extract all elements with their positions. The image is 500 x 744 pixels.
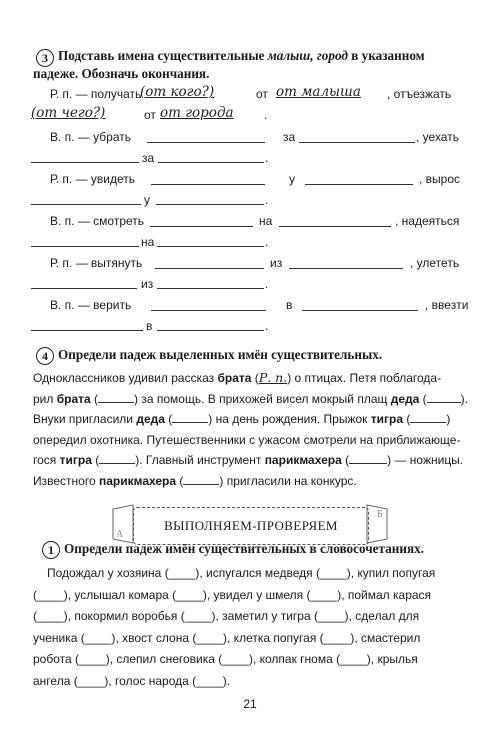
text-line: опередил охотника. Путешественники с ужасом смотрели на приближающе- — [33, 432, 461, 447]
answer-blank[interactable] — [31, 276, 137, 289]
text-line: ангела (____), голос народа (____). — [33, 673, 231, 688]
row-label: Р. п. — вытянуть — [50, 256, 143, 270]
handwritten-answer: от малыша — [276, 84, 361, 100]
handwritten-answer: Р. п. — [258, 370, 288, 385]
task-1-title: Определи падеж имён существительных в словосочетаниях. — [64, 541, 424, 556]
answer-blank[interactable] — [427, 391, 461, 403]
preposition: из — [270, 256, 283, 270]
page-number: 21 — [243, 697, 257, 711]
preposition: от — [256, 87, 268, 101]
preposition: от — [144, 108, 156, 122]
task-1-paragraph — [33, 563, 469, 692]
answer-blank[interactable] — [302, 298, 418, 311]
row-label: В. п. — смотреть — [50, 214, 145, 228]
answer-blank[interactable] — [183, 473, 219, 485]
task-number-badge: 1 — [42, 541, 60, 559]
task-3-title-line2: падеже. Обозначь окончания. — [33, 66, 210, 81]
letter-b-mark: Б — [377, 509, 383, 520]
answer-blank[interactable] — [156, 192, 264, 205]
row-text: , уехать — [416, 130, 459, 144]
task-number-badge: 3 — [36, 49, 54, 67]
banner-title: ВЫПОЛНЯЕМ-ПРОВЕРЯЕМ — [133, 507, 369, 545]
answer-blank[interactable] — [98, 391, 134, 403]
answer-blank[interactable] — [147, 130, 265, 143]
answer-blank[interactable] — [155, 256, 264, 269]
answer-blank[interactable] — [31, 192, 141, 205]
answer-blank[interactable] — [158, 150, 264, 163]
answer-blank[interactable] — [157, 318, 264, 331]
text-line: гося тигра ( ). Главный инструмент парикмахера ( ) — ножницы. — [33, 453, 464, 467]
text-line: ученика (____), хвост слона (____), клетка попугая (____), смастерил — [33, 630, 421, 645]
row-label: В. п. — убрать — [50, 130, 132, 144]
row-text: , отъезжать — [387, 87, 452, 101]
preposition: на — [141, 235, 155, 249]
preposition: у — [289, 172, 295, 186]
row-label: Р. п. — получать — [50, 87, 142, 101]
answer-blank[interactable] — [157, 276, 264, 289]
row-text: . — [265, 277, 269, 291]
text-line: рил брата ( ) за помощь. В прихожей висел мокрый плащ деда ( ). — [33, 391, 468, 406]
row-text: , вырос — [419, 172, 461, 186]
row-text: , улететь — [410, 256, 460, 270]
text-line: (____), услышал комара (____), увидел у шмеля (____), поймал карася — [33, 587, 432, 602]
answer-blank[interactable] — [151, 298, 266, 311]
preposition: у — [144, 193, 150, 207]
row-text: . — [264, 108, 268, 122]
handwritten-answer: от города — [160, 105, 234, 121]
row-text: . — [265, 151, 269, 165]
answer-blank[interactable] — [279, 214, 391, 227]
text-line: (____), покормил воробья (____), заметил у тигра (____), сделал для — [33, 609, 420, 623]
row-label: В. п. — верить — [50, 298, 132, 312]
answer-blank[interactable] — [410, 411, 446, 423]
task-3-title: Подставь имена существительные малыш, город в указанном — [58, 48, 425, 63]
preposition: в — [286, 298, 293, 312]
row-text: . — [265, 193, 269, 207]
preposition: за — [283, 130, 296, 144]
answer-blank[interactable] — [31, 234, 139, 247]
letter-a-mark: А — [116, 529, 124, 540]
preposition: на — [259, 214, 273, 228]
task-4-title: Определи падеж выделенных имён существительных. — [58, 347, 383, 362]
answer-blank[interactable] — [150, 214, 253, 227]
answer-blank[interactable] — [305, 172, 413, 185]
row-text: . — [265, 235, 269, 249]
row-text: . — [265, 319, 269, 333]
row-text: , ввезти — [425, 298, 469, 312]
task-4-paragraph — [33, 368, 469, 491]
text-line: Подождал у хозяина (____), испугался медведя (____), купил попугая — [47, 566, 436, 580]
answer-blank[interactable] — [99, 452, 135, 464]
handwritten-answer: (от кого?) — [140, 84, 215, 100]
answer-blank[interactable] — [151, 172, 265, 185]
text-line: Известного парикмахера ( ) пригласили на конкурс. — [33, 473, 357, 488]
row-text: , надеяться — [395, 214, 460, 228]
answer-blank[interactable] — [31, 318, 143, 331]
task-number-badge: 4 — [36, 347, 54, 365]
preposition: за — [142, 151, 155, 165]
answer-blank[interactable] — [299, 130, 415, 143]
preposition: из — [141, 277, 154, 291]
text-line: робота (____), слепил снеговика (____), колпак гнома (____), крылья — [33, 652, 418, 666]
text-line: Одноклассников удивил рассказ брата (Р. п.) о птицах. Петя поблагода- — [33, 370, 442, 385]
answer-blank[interactable] — [172, 411, 208, 423]
answer-blank[interactable] — [349, 452, 387, 464]
answer-blank[interactable] — [157, 234, 264, 247]
answer-blank[interactable] — [31, 150, 139, 163]
text-line: Внуки пригласили деда ( ) на день рождения. Прыжок тигра ( ) — [33, 412, 451, 426]
preposition: в — [146, 319, 153, 333]
handwritten-answer: (от чего?) — [31, 105, 106, 121]
answer-blank[interactable] — [289, 256, 403, 269]
row-label: Р. п. — увидеть — [50, 172, 136, 186]
